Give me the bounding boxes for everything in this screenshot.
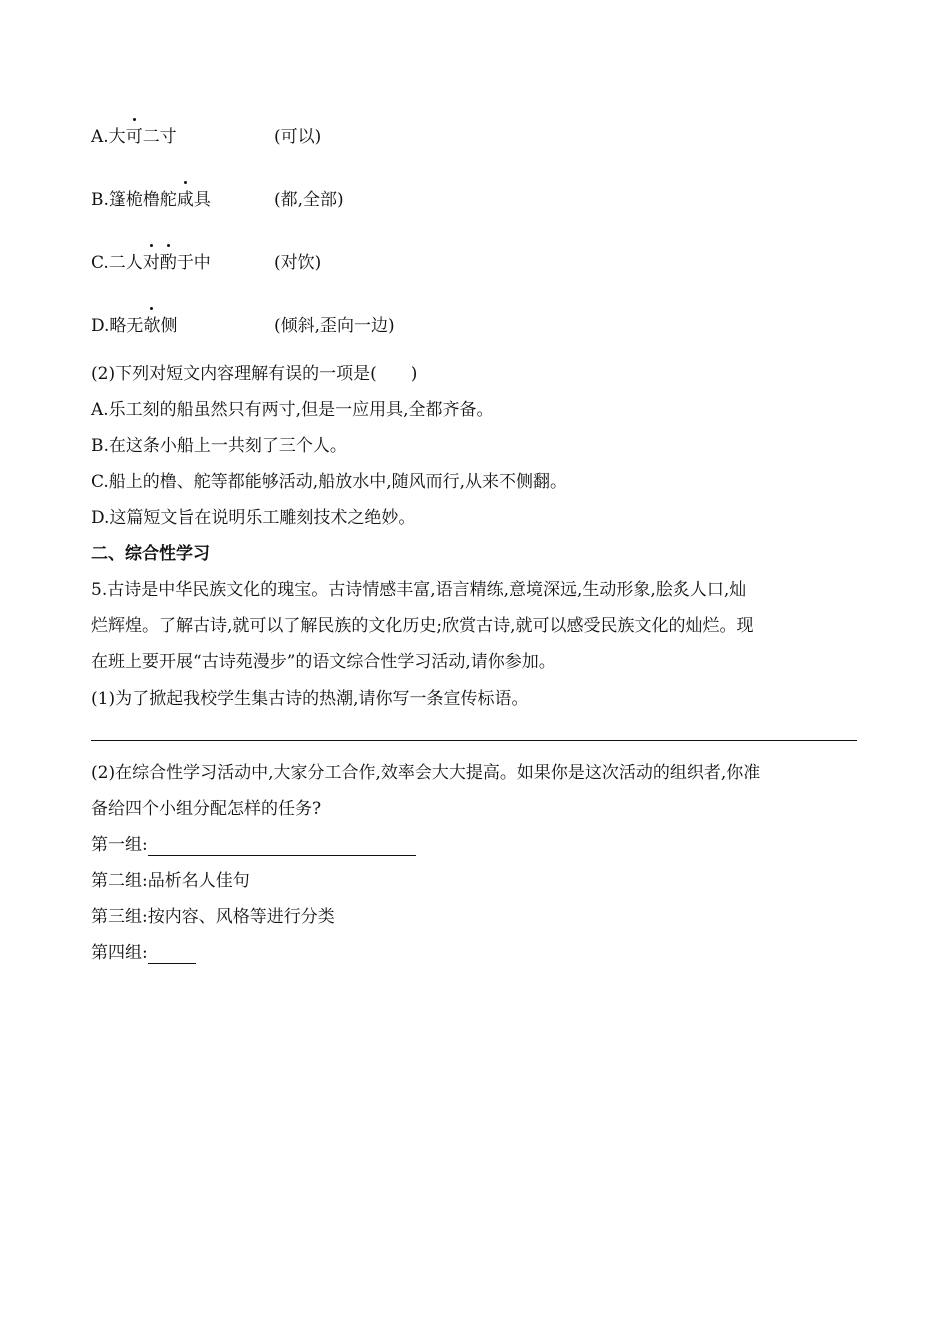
group-3-label: 第三组:: [91, 907, 148, 927]
option-b-note: (都,全部): [274, 190, 344, 210]
option-c-emph: 对: [142, 253, 160, 273]
option-c-note: (对饮): [274, 253, 322, 273]
option-b-pre: B.篷桅橹舵: [91, 190, 177, 210]
q2-option-b: B.在这条小船上一共刻了三个人。: [91, 436, 347, 456]
option-d-pre: D.略无: [91, 316, 144, 336]
option-c-post: 于中: [176, 253, 211, 273]
group-3: [91, 906, 335, 928]
q5-intro-line-3: 在班上要开展“古诗苑漫步”的语文综合性学习活动,请你参加。: [91, 652, 556, 672]
q5-intro-line-2: 烂辉煌。了解古诗,就可以了解民族的文化历史;欣赏古诗,就可以感受民族文化的灿烂。现: [91, 616, 754, 636]
group-1: [91, 834, 416, 856]
option-a-pre: A.大: [91, 127, 126, 147]
group-4: [91, 942, 196, 964]
group-2-value: 品析名人佳句: [147, 871, 250, 891]
group-4-blank[interactable]: [148, 945, 196, 964]
option-a-note: (可以): [274, 127, 322, 147]
section-title: 二、综合性学习: [91, 544, 210, 564]
group-1-blank[interactable]: [148, 837, 416, 856]
option-b-emph: 咸: [176, 190, 194, 210]
q2-option-d: D.这篇短文旨在说明乐工雕刻技术之绝妙。: [91, 508, 416, 528]
option-c-emph2: 酌: [159, 253, 177, 273]
option-d-note: (倾斜,歪向一边): [274, 316, 395, 336]
option-b-post: 具: [193, 190, 211, 210]
group-2: [91, 870, 250, 892]
q5-sub1: (1)为了掀起我校学生集古诗的热潮,请你写一条宣传标语。: [91, 689, 529, 709]
q2-option-a: A.乐工刻的船虽然只有两寸,但是一应用具,全都齐备。: [91, 400, 494, 420]
q5-sub2-line-1: (2)在综合性学习活动中,大家分工合作,效率会大大提高。如果你是这次活动的组织者,你准: [91, 763, 761, 783]
q5-sub2-line-2: 备给四个小组分配怎样的任务?: [91, 799, 322, 819]
group-4-label: 第四组:: [91, 943, 148, 963]
option-a-emph: 可: [125, 127, 143, 147]
group-2-label: 第二组:: [91, 871, 148, 891]
option-a-post: 二寸: [142, 127, 177, 147]
q2-stem: (2)下列对短文内容理解有误的一项是( ): [91, 364, 418, 384]
group-1-label: 第一组:: [91, 835, 148, 855]
q2-option-c: C.船上的橹、舵等都能够活动,船放水中,随风而行,从来不侧翻。: [91, 472, 568, 492]
group-3-value: 按内容、风格等进行分类: [147, 907, 335, 927]
option-d-post: 侧: [160, 316, 178, 336]
q5-intro-line-1: 5.古诗是中华民族文化的瑰宝。古诗情感丰富,语言精练,意境深远,生动形象,脍炙人口,灿: [91, 580, 747, 600]
option-c-pre: C.二人: [91, 253, 143, 273]
answer-line[interactable]: [91, 740, 857, 741]
option-d-emph: 欹: [143, 316, 161, 336]
